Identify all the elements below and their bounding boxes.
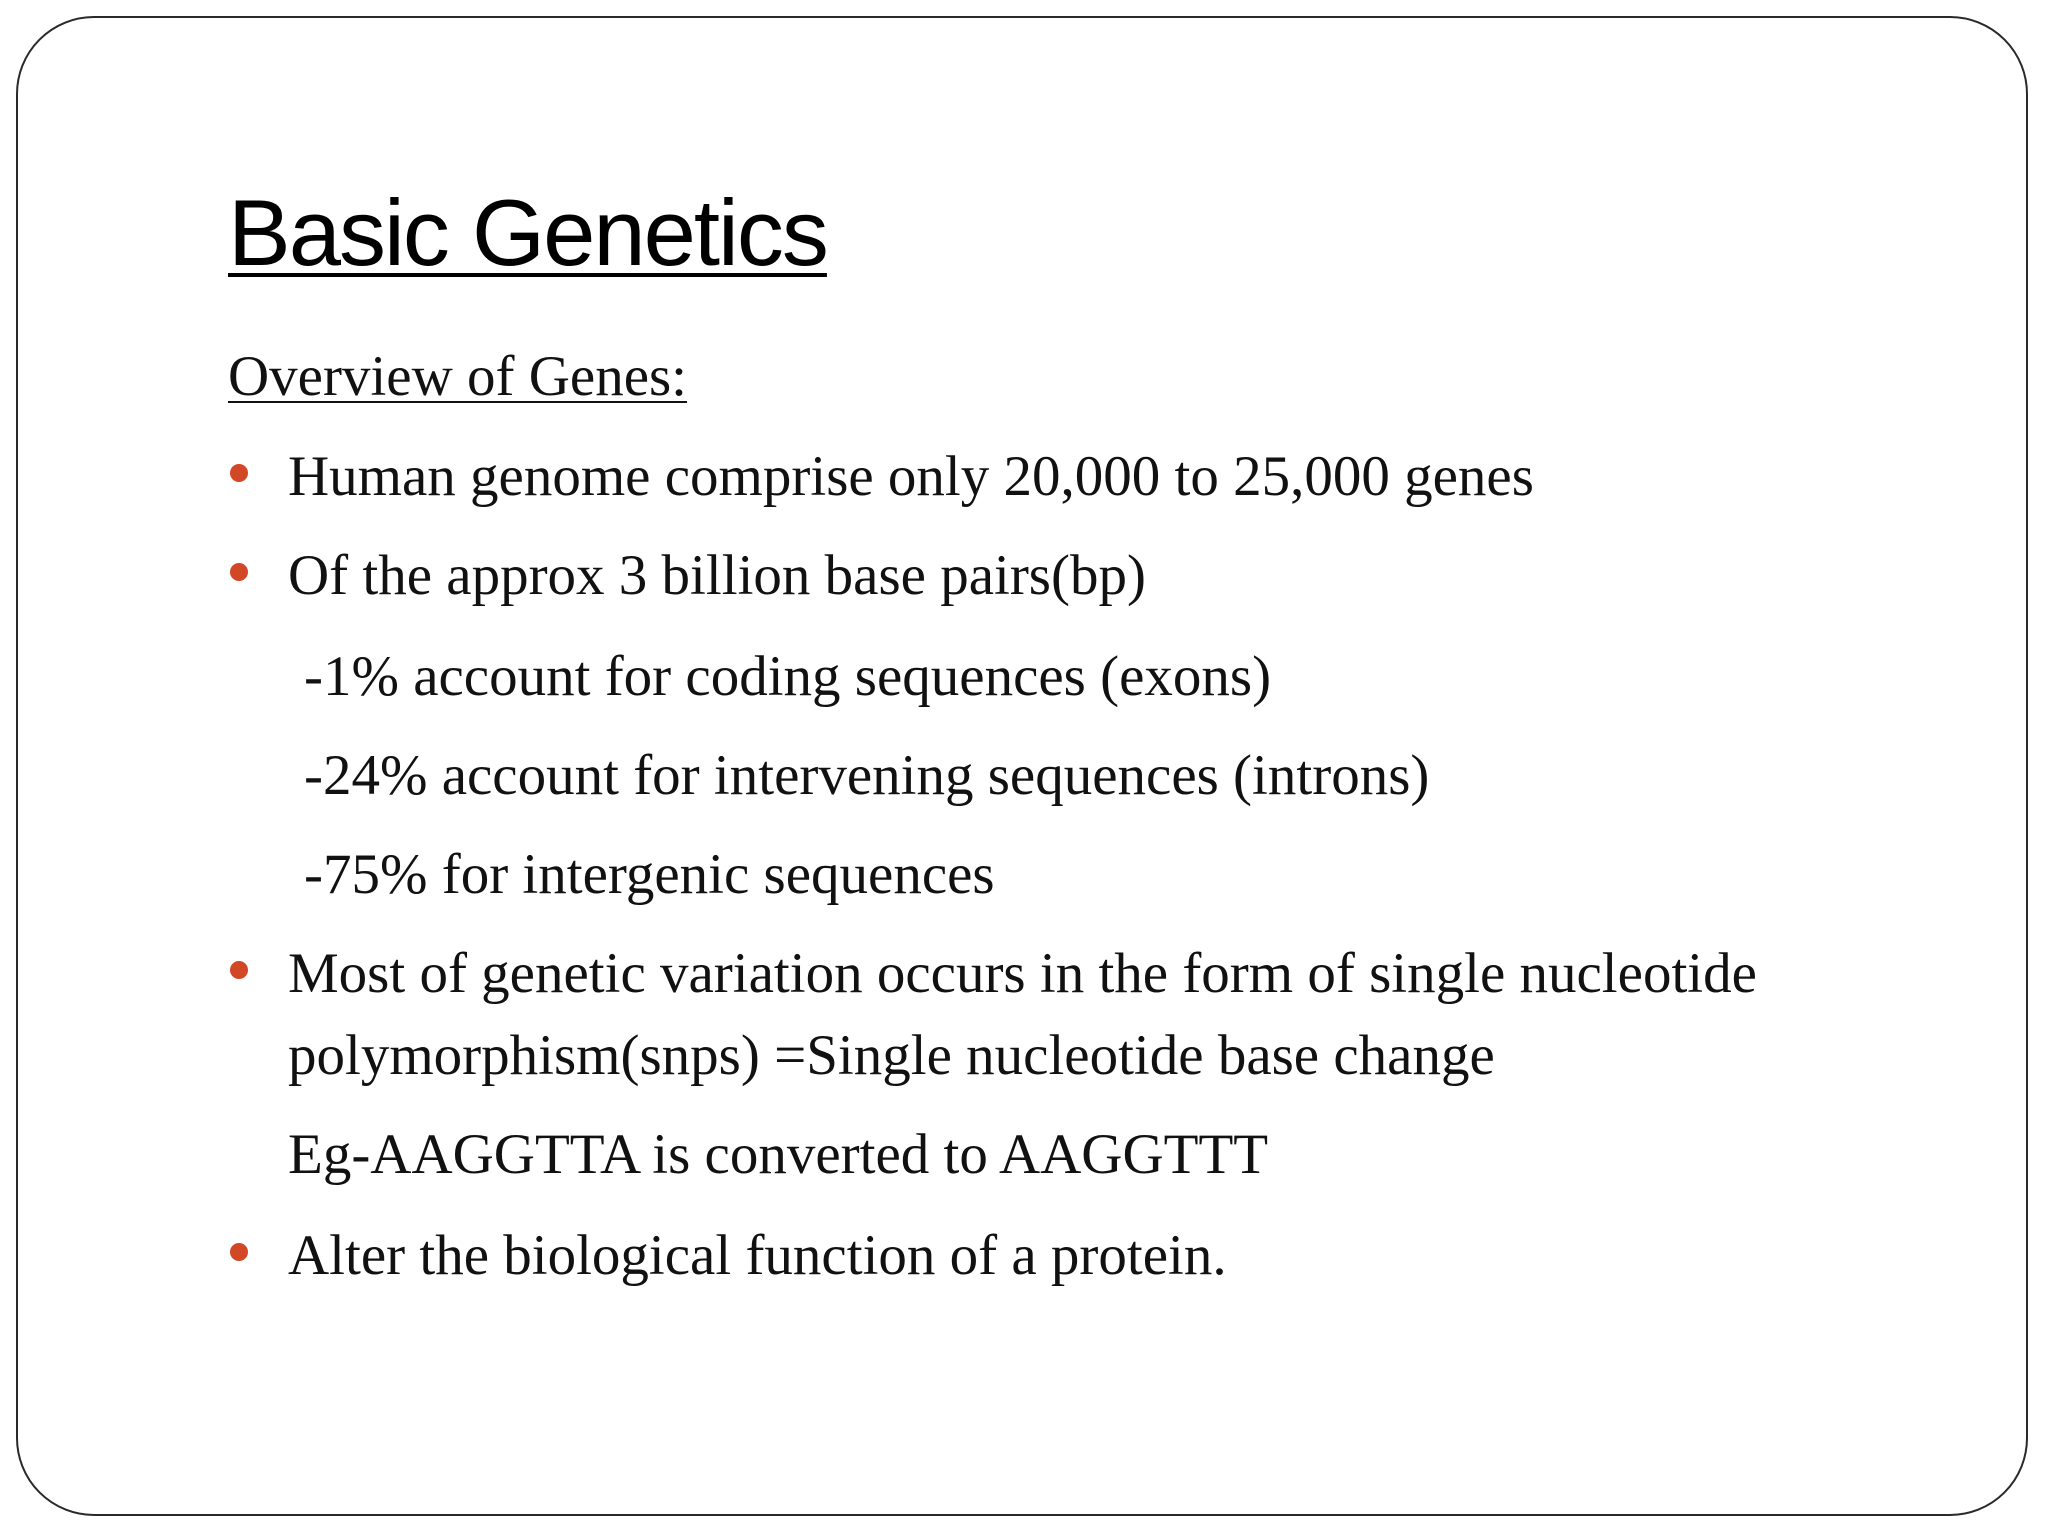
slide-subtitle: Overview of Genes: xyxy=(228,345,688,408)
bullet-item-1: Human genome comprise only 20,000 to 25,000 genes xyxy=(288,445,1534,508)
sub-item-2: -24% account for intervening sequences (introns) xyxy=(304,744,1430,807)
bullet-dot-icon xyxy=(230,464,248,482)
sub-item-3: -75% for intergenic sequences xyxy=(304,843,995,906)
bullet-item-2: Of the approx 3 billion base pairs(bp) xyxy=(288,544,1146,607)
bullet-item-3-continuation: polymorphism(snps) =Single nucleotide base change xyxy=(288,1024,1495,1087)
bullet-dot-icon xyxy=(230,961,248,979)
bullet-dot-icon xyxy=(230,563,248,581)
bullet-item-3-example: Eg-AAGGTTA is converted to AAGGTTT xyxy=(288,1123,1269,1186)
sub-item-1: -1% account for coding sequences (exons) xyxy=(304,645,1272,708)
slide-title: Basic Genetics xyxy=(228,180,827,285)
bullet-dot-icon xyxy=(230,1243,248,1261)
bullet-item-3: Most of genetic variation occurs in the form of single nucleotide xyxy=(288,942,1757,1005)
bullet-item-4: Alter the biological function of a protein. xyxy=(288,1224,1227,1287)
